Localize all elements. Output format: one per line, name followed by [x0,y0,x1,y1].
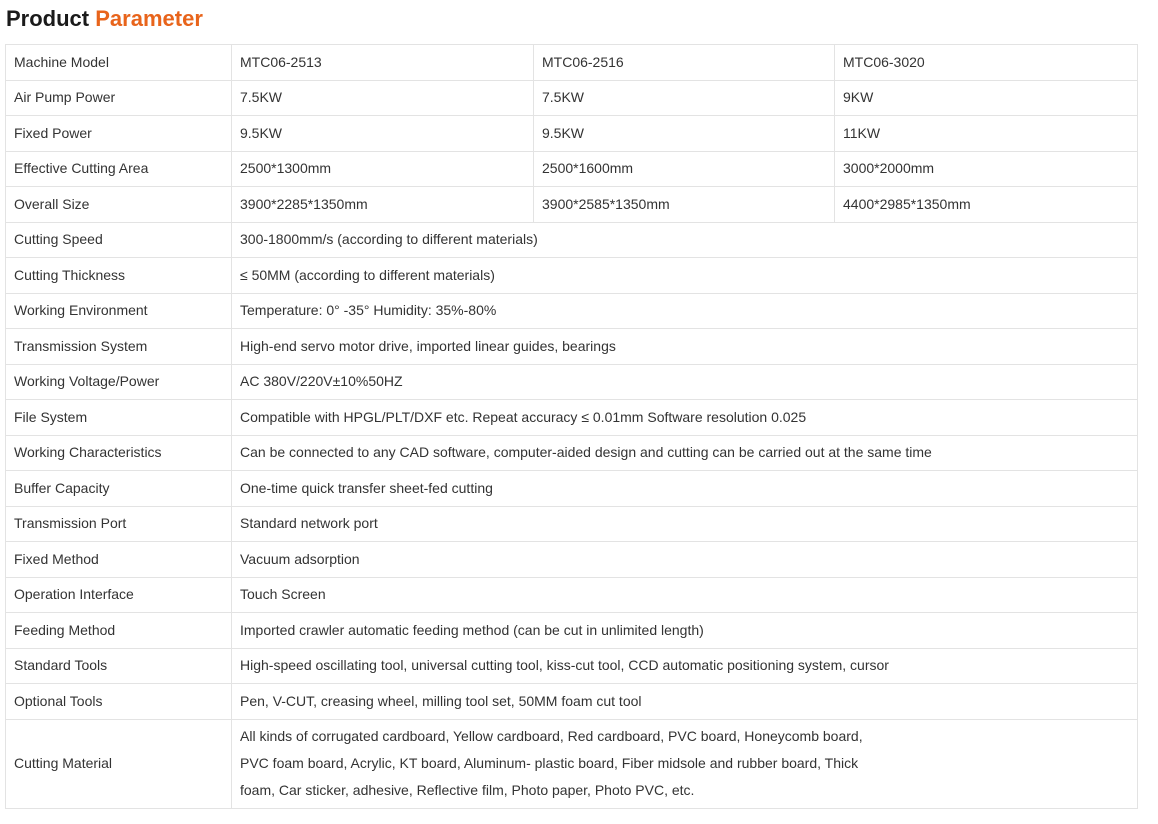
row-label: Transmission Port [6,506,232,542]
value-cell: ≤ 50MM (according to different materials) [232,258,1138,294]
row-label: Feeding Method [6,613,232,649]
value-cell: Imported crawler automatic feeding method (can be cut in unlimited length) [232,613,1138,649]
value-cell: 3900*2585*1350mm [534,187,835,223]
value-cell: Vacuum adsorption [232,542,1138,578]
value-cell: 4400*2985*1350mm [835,187,1138,223]
table-row-working-voltage [6,364,1138,400]
table-row-cutting-thickness [6,258,1138,294]
value-cell: 7.5KW [232,80,534,116]
row-label: Standard Tools [6,648,232,684]
model-cell: MTC06-2516 [534,45,835,81]
table-row-working-environment [6,293,1138,329]
table-row-overall-size [6,187,1138,223]
row-label: Air Pump Power [6,80,232,116]
table-row-transmission-port [6,506,1138,542]
value-cell: Compatible with HPGL/PLT/DXF etc. Repeat accuracy ≤ 0.01mm Software resolution 0.025 [232,400,1138,436]
value-cell: 2500*1300mm [232,151,534,187]
table-row-fixed-power [6,116,1138,152]
value-cell: All kinds of corrugated cardboard, Yellow cardboard, Red cardboard, PVC board, Honeycomb board, PVC foam board, Acrylic, KT board, Aluminum- plastic board, Fiber midsole and rubber board, Thick foam, Car sticker, adhesive, Reflective film, Photo paper, Photo PVC, etc. [232,719,1138,808]
row-label: Buffer Capacity [6,471,232,507]
row-label: Overall Size [6,187,232,223]
value-cell: 2500*1600mm [534,151,835,187]
value-cell: 9.5KW [232,116,534,152]
value-cell: High-speed oscillating tool, universal cutting tool, kiss-cut tool, CCD automatic positioning system, cursor [232,648,1138,684]
table-row-cutting-material [6,719,1138,808]
row-label: Machine Model [6,45,232,81]
table-row-machine-model [6,45,1138,81]
row-label: File System [6,400,232,436]
model-cell: MTC06-3020 [835,45,1138,81]
value-cell: Can be connected to any CAD software, computer-aided design and cutting can be carried out at the same time [232,435,1138,471]
row-label: Transmission System [6,329,232,365]
page-title-main: Product [6,6,90,31]
parameter-table-body [6,45,1138,809]
value-cell: Standard network port [232,506,1138,542]
value-cell: 3000*2000mm [835,151,1138,187]
table-row-fixed-method [6,542,1138,578]
table-row-working-characteristics [6,435,1138,471]
row-label: Working Environment [6,293,232,329]
table-row-file-system [6,400,1138,436]
row-label: Working Voltage/Power [6,364,232,400]
table-row-standard-tools [6,648,1138,684]
table-row-feeding-method [6,613,1138,649]
table-row-optional-tools [6,684,1138,720]
table-row-transmission-system [6,329,1138,365]
value-cell: 9.5KW [534,116,835,152]
value-cell: Temperature: 0° -35° Humidity: 35%-80% [232,293,1138,329]
row-label: Working Characteristics [6,435,232,471]
row-label: Cutting Thickness [6,258,232,294]
value-cell: High-end servo motor drive, imported linear guides, bearings [232,329,1138,365]
value-cell: 9KW [835,80,1138,116]
value-cell: 7.5KW [534,80,835,116]
row-label: Fixed Power [6,116,232,152]
row-label: Optional Tools [6,684,232,720]
table-row-effective-cutting-area [6,151,1138,187]
value-cell: 11KW [835,116,1138,152]
page-title [6,4,203,34]
value-cell: 300-1800mm/s (according to different materials) [232,222,1138,258]
row-label: Operation Interface [6,577,232,613]
value-cell: AC 380V/220V±10%50HZ [232,364,1138,400]
value-cell: Touch Screen [232,577,1138,613]
value-cell: 3900*2285*1350mm [232,187,534,223]
row-label: Cutting Material [6,719,232,808]
table-row-operation-interface [6,577,1138,613]
row-label: Fixed Method [6,542,232,578]
table-row-buffer-capacity [6,471,1138,507]
page-title-accent: Parameter [95,6,203,31]
row-label: Effective Cutting Area [6,151,232,187]
table-row-air-pump-power [6,80,1138,116]
parameter-table [5,44,1138,809]
model-cell: MTC06-2513 [232,45,534,81]
table-row-cutting-speed [6,222,1138,258]
value-cell: One-time quick transfer sheet-fed cutting [232,471,1138,507]
row-label: Cutting Speed [6,222,232,258]
value-cell: Pen, V-CUT, creasing wheel, milling tool set, 50MM foam cut tool [232,684,1138,720]
